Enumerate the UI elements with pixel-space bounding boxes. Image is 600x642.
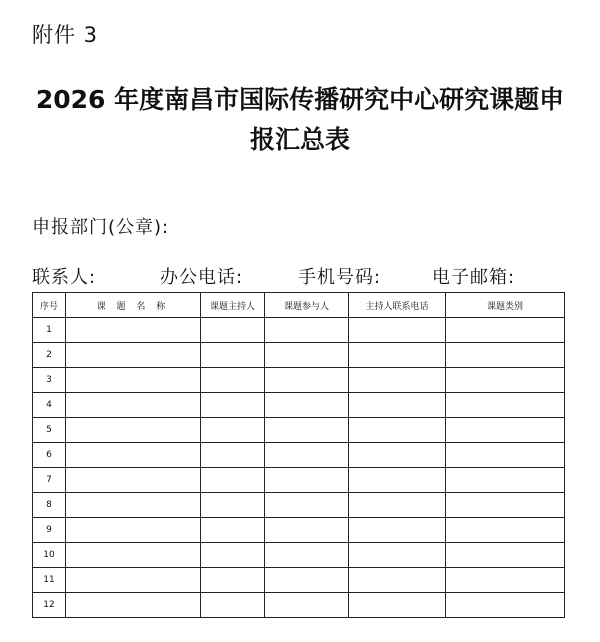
- category-cell[interactable]: [446, 593, 565, 618]
- topic-name-cell[interactable]: [66, 518, 201, 543]
- header-host: 课题主持人: [201, 293, 265, 318]
- row-index: 11: [33, 568, 66, 593]
- participants-cell[interactable]: [265, 493, 349, 518]
- table-row: [33, 318, 565, 343]
- title-line-2: 报汇总表: [249, 125, 350, 154]
- host-cell[interactable]: [201, 418, 265, 443]
- header-host-phone: 主持人联系电话: [349, 293, 446, 318]
- title-line-1: 2026 年度南昌市国际传播研究中心研究课题申: [35, 85, 565, 114]
- host-cell[interactable]: [201, 493, 265, 518]
- header-participants: 课题参与人: [265, 293, 349, 318]
- participants-cell[interactable]: [265, 568, 349, 593]
- host-phone-cell[interactable]: [349, 493, 446, 518]
- participants-cell[interactable]: [265, 468, 349, 493]
- row-index: 6: [33, 443, 66, 468]
- table-row: [33, 518, 565, 543]
- table-row: [33, 343, 565, 368]
- row-index: 3: [33, 368, 66, 393]
- header-category: 课题类别: [446, 293, 565, 318]
- table-row: [33, 468, 565, 493]
- host-cell[interactable]: [201, 568, 265, 593]
- host-phone-cell[interactable]: [349, 368, 446, 393]
- host-phone-cell[interactable]: [349, 468, 446, 493]
- table-row: [33, 443, 565, 468]
- category-cell[interactable]: [446, 443, 565, 468]
- host-phone-cell[interactable]: [349, 543, 446, 568]
- table-row: [33, 493, 565, 518]
- category-cell[interactable]: [446, 393, 565, 418]
- host-cell[interactable]: [201, 343, 265, 368]
- topic-name-cell[interactable]: [66, 343, 201, 368]
- topic-name-cell[interactable]: [66, 543, 201, 568]
- host-phone-cell[interactable]: [349, 318, 446, 343]
- participants-cell[interactable]: [265, 543, 349, 568]
- host-cell[interactable]: [201, 593, 265, 618]
- header-topic-name: 课 题 名 称: [66, 293, 201, 318]
- row-index: 10: [33, 543, 66, 568]
- host-phone-cell[interactable]: [349, 443, 446, 468]
- attachment-label: 附件 3: [32, 23, 99, 47]
- participants-cell[interactable]: [265, 393, 349, 418]
- category-cell[interactable]: [446, 368, 565, 393]
- participants-cell[interactable]: [265, 593, 349, 618]
- participants-cell[interactable]: [265, 443, 349, 468]
- document-title: [20, 80, 580, 160]
- category-cell[interactable]: [446, 318, 565, 343]
- table-row: [33, 418, 565, 443]
- host-cell[interactable]: [201, 368, 265, 393]
- host-phone-cell[interactable]: [349, 418, 446, 443]
- category-cell[interactable]: [446, 418, 565, 443]
- category-cell[interactable]: [446, 493, 565, 518]
- contact-person-label: 联系人:: [32, 267, 97, 288]
- participants-cell[interactable]: [265, 343, 349, 368]
- category-cell[interactable]: [446, 568, 565, 593]
- row-index: 12: [33, 593, 66, 618]
- host-cell[interactable]: [201, 443, 265, 468]
- row-index: 5: [33, 418, 66, 443]
- mobile-phone-label: 手机号码:: [298, 267, 382, 288]
- category-cell[interactable]: [446, 543, 565, 568]
- row-index: 4: [33, 393, 66, 418]
- participants-cell[interactable]: [265, 518, 349, 543]
- topic-name-cell[interactable]: [66, 393, 201, 418]
- host-phone-cell[interactable]: [349, 343, 446, 368]
- topic-name-cell[interactable]: [66, 568, 201, 593]
- category-cell[interactable]: [446, 343, 565, 368]
- topic-name-cell[interactable]: [66, 593, 201, 618]
- table-header-row: [33, 293, 565, 318]
- header-index: 序号: [33, 293, 66, 318]
- email-label: 电子邮箱:: [432, 267, 516, 288]
- topic-name-cell[interactable]: [66, 368, 201, 393]
- participants-cell[interactable]: [265, 318, 349, 343]
- row-index: 2: [33, 343, 66, 368]
- host-phone-cell[interactable]: [349, 393, 446, 418]
- host-cell[interactable]: [201, 393, 265, 418]
- table-row: [33, 568, 565, 593]
- participants-cell[interactable]: [265, 418, 349, 443]
- row-index: 7: [33, 468, 66, 493]
- topic-name-cell[interactable]: [66, 418, 201, 443]
- table-row: [33, 593, 565, 618]
- category-cell[interactable]: [446, 518, 565, 543]
- topic-name-cell[interactable]: [66, 468, 201, 493]
- table-row: [33, 543, 565, 568]
- row-index: 9: [33, 518, 66, 543]
- row-index: 8: [33, 493, 66, 518]
- row-index: 1: [33, 318, 66, 343]
- table-row: [33, 393, 565, 418]
- category-cell[interactable]: [446, 468, 565, 493]
- dept-label: 申报部门(公章):: [32, 217, 170, 238]
- table-row: [33, 368, 565, 393]
- host-cell[interactable]: [201, 518, 265, 543]
- host-cell[interactable]: [201, 468, 265, 493]
- topic-name-cell[interactable]: [66, 443, 201, 468]
- topic-name-cell[interactable]: [66, 493, 201, 518]
- participants-cell[interactable]: [265, 368, 349, 393]
- host-phone-cell[interactable]: [349, 593, 446, 618]
- office-phone-label: 办公电话:: [160, 267, 244, 288]
- host-cell[interactable]: [201, 543, 265, 568]
- host-phone-cell[interactable]: [349, 518, 446, 543]
- host-cell[interactable]: [201, 318, 265, 343]
- summary-table: [32, 292, 565, 618]
- host-phone-cell[interactable]: [349, 568, 446, 593]
- topic-name-cell[interactable]: [66, 318, 201, 343]
